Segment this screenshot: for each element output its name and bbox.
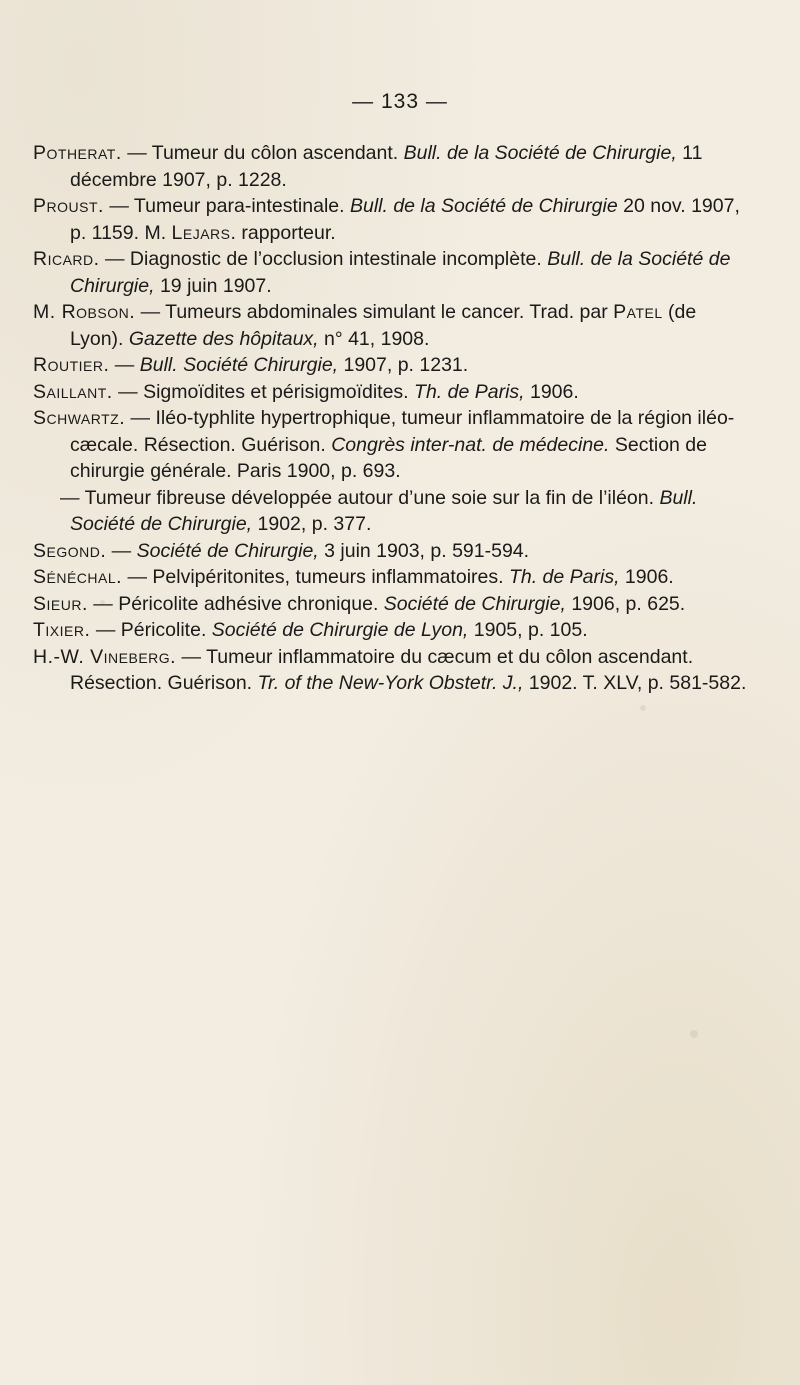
- entry-text: 1906.: [619, 566, 674, 588]
- paper-spot: [640, 705, 646, 711]
- entry-source-title: Congrès inter-nat. de médecine.: [331, 433, 610, 456]
- entry-author: Sénéchal.: [33, 566, 123, 588]
- bibliography-entry: [33, 193, 753, 246]
- bibliography-entry: [33, 246, 753, 299]
- entry-author: Proust.: [33, 195, 104, 217]
- entry-text: 1905, p. 105.: [468, 619, 588, 641]
- entry-author: Sieur.: [33, 592, 88, 615]
- entry-text: — Pelvipéritonites, tumeurs inflammatoires.: [122, 566, 509, 588]
- bibliography-entry: [33, 140, 753, 193]
- entry-source-title: Bull. Société de Chirurgie,: [70, 486, 698, 535]
- entry-author: Schwartz.: [33, 407, 126, 429]
- bibliography-entry: [33, 352, 753, 379]
- entry-author: M. Robson.: [33, 301, 136, 323]
- entry-text: — Tumeur fibreuse développée autour d’une soie sur la fin de l’iléon.: [60, 486, 660, 509]
- paper-spot: [690, 1030, 698, 1038]
- entry-text: Lejars: [171, 221, 231, 244]
- entry-text: 1902. T. XLV, p. 581-582.: [523, 672, 747, 694]
- entry-text: —: [106, 539, 137, 562]
- bibliography-entry: [33, 485, 753, 538]
- page-number: — 133 —: [352, 90, 448, 113]
- entry-text: (de Lyon).: [70, 301, 697, 350]
- entry-text: — Tumeur inflammatoire du cæcum et du côlon ascendant. Résection. Guérison.: [70, 645, 694, 694]
- entry-text: . rapporteur.: [230, 221, 336, 244]
- entry-text: — Iléo-typhlite hypertrophique, tumeur inflammatoire de la région iléo-cæcale. Résection. Guérison.: [70, 407, 735, 456]
- entry-text: 1902, p. 377.: [252, 513, 372, 535]
- entry-text: Section de chirurgie générale. Paris 1900, p. 693.: [70, 433, 707, 482]
- entry-source-title: Bull. de la Société de Chirurgie: [349, 195, 618, 217]
- entry-source-title: Th. de Paris,: [508, 566, 620, 588]
- bibliography-list: [33, 140, 753, 697]
- entry-author: Tixier.: [33, 619, 91, 641]
- entry-source-title: Tr. of the New-York Obstetr. J.,: [257, 672, 524, 694]
- entry-text: 1907, p. 1231.: [338, 354, 469, 376]
- entry-text: Patel: [613, 301, 663, 323]
- entry-text: — Tumeur para-intestinale.: [103, 195, 350, 217]
- entry-text: — Diagnostic de l’occlusion intestinale incomplète.: [99, 248, 548, 270]
- entry-source-title: Société de Chirurgie,: [383, 592, 566, 615]
- entry-author: Saillant.: [33, 380, 113, 403]
- entry-text: n° 41, 1908.: [318, 327, 430, 350]
- entry-source-title: Société de Chirurgie de Lyon,: [211, 619, 469, 641]
- entry-source-title: Bull. de la Société de Chirurgie,: [70, 248, 731, 297]
- entry-text: 11 décembre 1907, p. 1228.: [70, 142, 703, 191]
- entry-text: — Tumeurs abdominales simulant le cancer. Trad. par: [135, 301, 614, 323]
- entry-text: — Tumeur du côlon ascendant.: [121, 142, 404, 164]
- bibliography-entry: [33, 644, 753, 697]
- entry-source-title: Bull. de la Société de Chirurgie,: [403, 142, 677, 164]
- entry-source-title: Bull. Société Chirurgie,: [139, 354, 339, 376]
- entry-text: — Sigmoïdites et périsigmoïdites.: [112, 380, 415, 403]
- bibliography-entry: [33, 538, 753, 565]
- entry-author: Segond.: [33, 539, 107, 562]
- entry-author: Potherat.: [33, 142, 122, 164]
- entry-author: Routier.: [33, 354, 110, 376]
- entry-author: H.-W. Vineberg.: [33, 645, 177, 668]
- entry-source-title: Société de Chirurgie,: [136, 539, 319, 562]
- entry-text: —: [109, 354, 140, 376]
- entry-text: 1906, p. 625.: [565, 592, 686, 615]
- bibliography-entry: [33, 405, 753, 485]
- entry-text: 19 juin 1907.: [154, 274, 272, 297]
- bibliography-entry: [33, 617, 753, 644]
- entry-text: 20 nov. 1907, p. 1159. M.: [70, 195, 740, 244]
- bibliography-entry: [33, 379, 753, 406]
- bibliography-entry: [33, 299, 753, 352]
- entry-source-title: Gazette des hôpitaux,: [128, 327, 319, 350]
- bibliography-entry: [33, 591, 753, 618]
- entry-source-title: Th. de Paris,: [414, 380, 525, 403]
- entry-author: Ricard.: [33, 248, 100, 270]
- entry-text: 1906.: [524, 380, 579, 403]
- entry-text: 3 juin 1903, p. 591-594.: [318, 539, 530, 562]
- entry-text: — Péricolite adhésive chronique.: [87, 592, 384, 615]
- bibliography-entry: [33, 564, 753, 591]
- entry-text: — Péricolite.: [90, 619, 212, 641]
